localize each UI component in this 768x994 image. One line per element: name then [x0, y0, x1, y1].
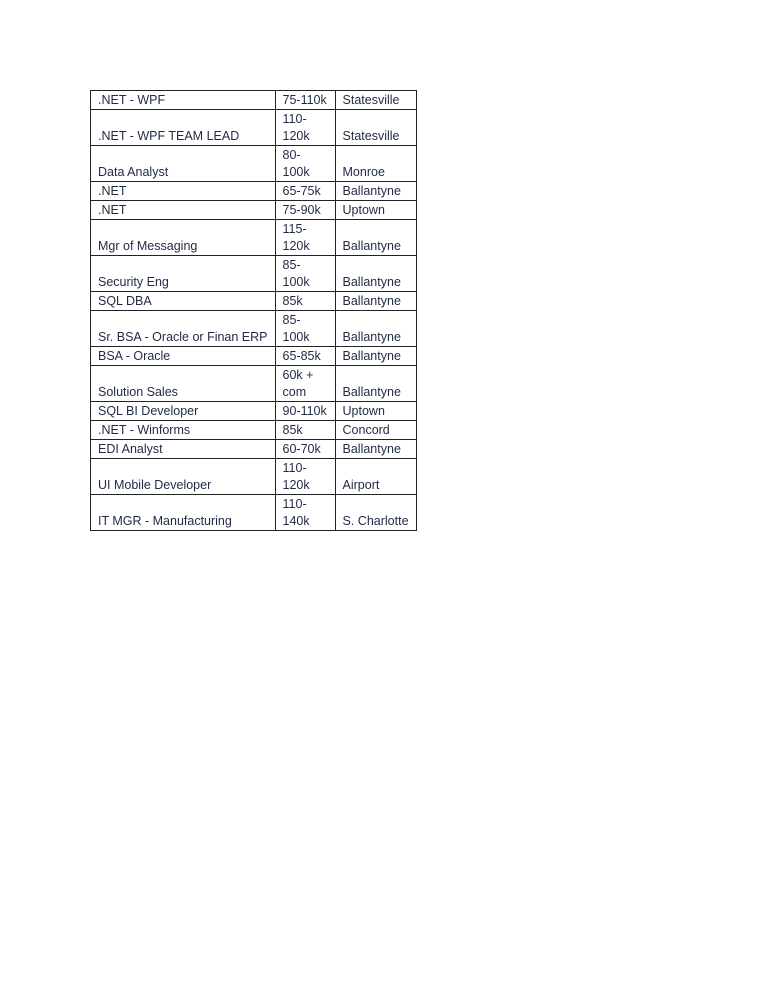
job-title-cell: .NET: [91, 201, 276, 220]
salary-cell: 75-110k: [275, 91, 335, 110]
job-listings-table: [90, 90, 417, 531]
job-title-cell: IT MGR - Manufacturing: [91, 495, 276, 531]
table-row: [91, 182, 417, 201]
salary-cell: 65-75k: [275, 182, 335, 201]
table-row: [91, 366, 417, 402]
salary-cell: 110- 140k: [275, 495, 335, 531]
table-row: [91, 256, 417, 292]
location-cell: Ballantyne: [335, 440, 416, 459]
location-cell: Ballantyne: [335, 366, 416, 402]
table-row: [91, 146, 417, 182]
location-cell: Statesville: [335, 91, 416, 110]
salary-cell: 115- 120k: [275, 220, 335, 256]
table-row: [91, 220, 417, 256]
table-row: [91, 311, 417, 347]
salary-cell: 85k: [275, 421, 335, 440]
job-title-cell: BSA - Oracle: [91, 347, 276, 366]
location-cell: Ballantyne: [335, 311, 416, 347]
table-row: [91, 459, 417, 495]
location-cell: Airport: [335, 459, 416, 495]
table-row: [91, 91, 417, 110]
salary-cell: 90-110k: [275, 402, 335, 421]
salary-cell: 60-70k: [275, 440, 335, 459]
location-cell: Uptown: [335, 201, 416, 220]
location-cell: Ballantyne: [335, 347, 416, 366]
table-row: [91, 421, 417, 440]
job-title-cell: .NET - WPF TEAM LEAD: [91, 110, 276, 146]
location-cell: S. Charlotte: [335, 495, 416, 531]
location-cell: Uptown: [335, 402, 416, 421]
job-title-cell: Sr. BSA - Oracle or Finan ERP: [91, 311, 276, 347]
table-row: [91, 402, 417, 421]
salary-cell: 85-100k: [275, 256, 335, 292]
job-title-cell: .NET - WPF: [91, 91, 276, 110]
job-title-cell: Solution Sales: [91, 366, 276, 402]
table-row: [91, 440, 417, 459]
table-row: [91, 110, 417, 146]
location-cell: Ballantyne: [335, 256, 416, 292]
job-title-cell: .NET: [91, 182, 276, 201]
job-title-cell: .NET - Winforms: [91, 421, 276, 440]
table-row: [91, 292, 417, 311]
table-row: [91, 201, 417, 220]
location-cell: Ballantyne: [335, 220, 416, 256]
job-title-cell: EDI Analyst: [91, 440, 276, 459]
job-title-cell: UI Mobile Developer: [91, 459, 276, 495]
salary-cell: 110- 120k: [275, 459, 335, 495]
job-listings-body: [91, 91, 417, 531]
job-title-cell: Data Analyst: [91, 146, 276, 182]
location-cell: Monroe: [335, 146, 416, 182]
salary-cell: 80-100k: [275, 146, 335, 182]
job-title-cell: SQL BI Developer: [91, 402, 276, 421]
job-title-cell: Security Eng: [91, 256, 276, 292]
salary-cell: 75-90k: [275, 201, 335, 220]
location-cell: Statesville: [335, 110, 416, 146]
table-row: [91, 495, 417, 531]
location-cell: Ballantyne: [335, 292, 416, 311]
location-cell: Ballantyne: [335, 182, 416, 201]
salary-cell: 60k + com: [275, 366, 335, 402]
salary-cell: 85k: [275, 292, 335, 311]
salary-cell: 85-100k: [275, 311, 335, 347]
location-cell: Concord: [335, 421, 416, 440]
job-title-cell: Mgr of Messaging: [91, 220, 276, 256]
job-title-cell: SQL DBA: [91, 292, 276, 311]
salary-cell: 110- 120k: [275, 110, 335, 146]
table-row: [91, 347, 417, 366]
salary-cell: 65-85k: [275, 347, 335, 366]
